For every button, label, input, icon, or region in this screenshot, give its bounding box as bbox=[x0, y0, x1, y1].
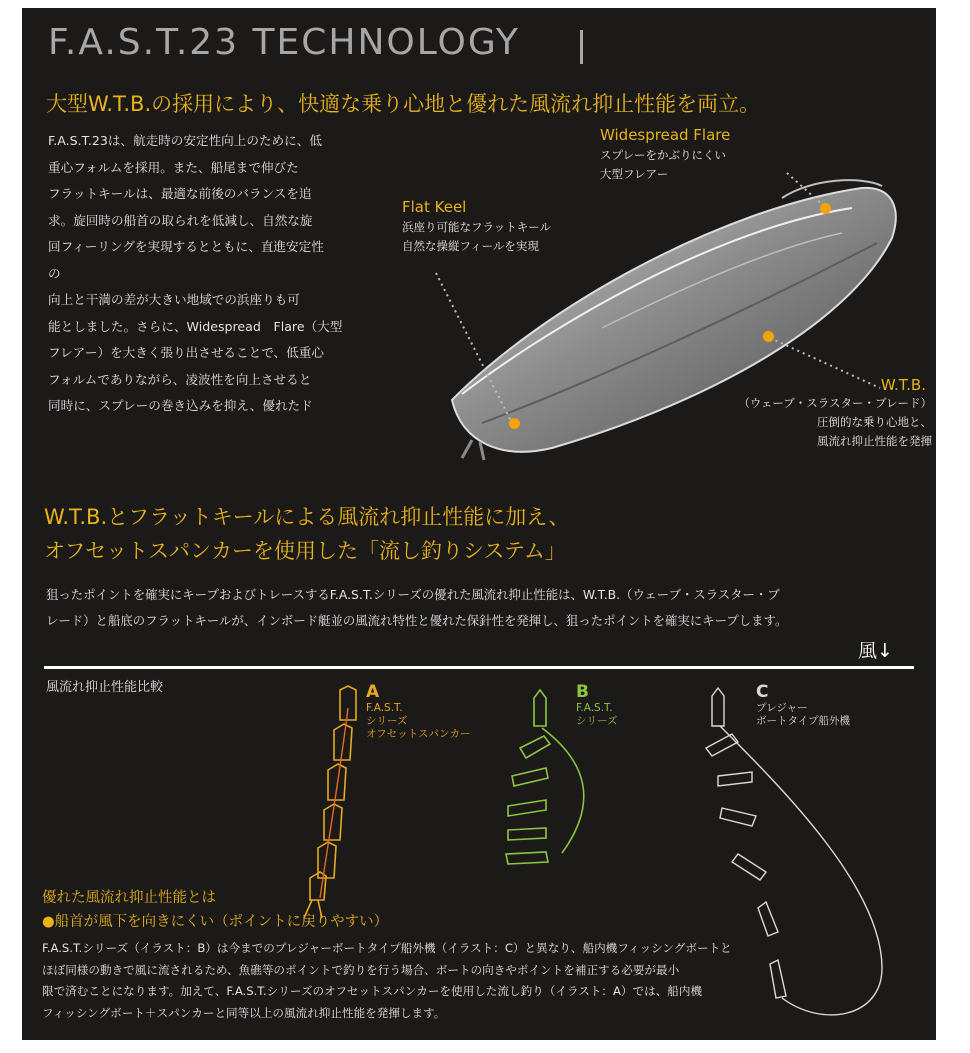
intro-line: 回フィーリングを実現するとともに、直進安定性 bbox=[48, 239, 324, 254]
bottom-heading-line: 優れた風流れ抑止性能とは bbox=[42, 890, 216, 906]
callout-flare bbox=[600, 126, 730, 184]
tech-panel bbox=[22, 8, 936, 1040]
bottom-paragraph-line: F.A.S.T.シリーズ（イラスト：B）は今までのプレジャーボートタイプ船外機（イラスト：C）と異なり、船内機フィッシングボートと bbox=[42, 941, 732, 955]
callout-wtb-line: 風流れ抑止性能を発揮 bbox=[817, 434, 932, 448]
intro-line: フレアー）を大きく張り出させることで、低重心 bbox=[48, 345, 324, 360]
bottom-paragraph bbox=[42, 938, 936, 1024]
intro-line: の bbox=[48, 265, 61, 281]
legend-b-line: シリーズ bbox=[576, 715, 618, 727]
intro-line: 同時に、スプレーの巻き込みを抑え、優れたド bbox=[48, 398, 313, 413]
bottom-paragraph-line: 限で済むことになります。加えて、F.A.S.T.シリーズのオフセットスパンカーを使用した流し釣り（イラスト：A）では、船内機 bbox=[42, 984, 703, 998]
intro-line: 能としました。さらに、Widespread Flare（大型 bbox=[48, 318, 343, 334]
callout-wtb-line: 圧倒的な乗り心地と、 bbox=[817, 415, 932, 429]
intro-line: 重心フォルムを採用。また、船尾まで伸びた bbox=[48, 159, 299, 175]
callout-wtb bbox=[712, 376, 932, 451]
legend-a-line: F.A.S.T. bbox=[366, 702, 403, 714]
callout-flare-line: スプレーをかぶりにくい bbox=[600, 148, 727, 162]
callout-wtb-title: W.T.B. bbox=[880, 376, 926, 394]
callout-keel-title: Flat Keel bbox=[402, 198, 467, 216]
wind-direction-label: 風↓ bbox=[858, 640, 893, 662]
legend-c-line: ボートタイプ船外機 bbox=[756, 715, 850, 727]
callout-wtb-line: （ウェーブ・スラスター・ブレード） bbox=[738, 396, 932, 410]
callout-keel-line: 浜座り可能なフラットキール bbox=[402, 220, 552, 234]
drift-path-a bbox=[304, 686, 356, 918]
page-title: F.A.S.T.23 TECHNOLOGY bbox=[48, 22, 520, 63]
callout-flare-title: Widespread Flare bbox=[600, 126, 731, 144]
legend-c-letter: C bbox=[756, 682, 769, 702]
headline-2 bbox=[44, 500, 570, 568]
bottom-paragraph-line: ほぼ同様の動きで風に流されるため、魚礁等のポイントで釣りを行う場合、ボートの向きやポイントを補正する必要が最小 bbox=[42, 962, 680, 977]
legend-b-letter: B bbox=[576, 682, 589, 702]
headline-2-line: オフセットスパンカーを使用した「流し釣りシステム」 bbox=[44, 539, 566, 563]
flare-marker-dot bbox=[820, 203, 831, 214]
legend-b-line: F.A.S.T. bbox=[576, 702, 613, 714]
legend-b bbox=[576, 682, 617, 728]
intro-line: 求。旋回時の船首の取られを低減し、自然な旋 bbox=[48, 212, 313, 228]
system-paragraph-line: 狙ったポイントを確実にキープおよびトレースするF.A.S.T.シリーズの優れた風流れ抑止性能は、W.T.B.（ウェーブ・スラスター・ブ bbox=[46, 587, 780, 602]
legend-a bbox=[366, 682, 470, 741]
bottom-heading bbox=[42, 886, 388, 934]
legend-c bbox=[756, 682, 850, 728]
wtb-marker-dot bbox=[763, 331, 774, 342]
drift-path-b bbox=[506, 690, 584, 864]
legend-c-line: プレジャー bbox=[756, 702, 808, 714]
bottom-heading-line: ●船首が風下を向きにくい（ポイントに戻りやすい） bbox=[42, 914, 389, 930]
bottom-paragraph-line: フィッシングボート＋スパンカーと同等以上の風流れ抑止性能を発揮します。 bbox=[42, 1005, 446, 1020]
system-paragraph-line: レード）と船底のフラットキールが、インボード艇並の風流れ特性と優れた保針性を発揮し、狙ったポイントを確実にキープします。 bbox=[46, 613, 788, 628]
headline-2-line: W.T.B.とフラットキールによる風流れ抑止性能に加え、 bbox=[44, 505, 570, 529]
legend-a-letter: A bbox=[366, 682, 380, 702]
intro-line: F.A.S.T.23は、航走時の安定性向上のために、低 bbox=[48, 133, 322, 148]
callout-flare-line: 大型フレアー bbox=[600, 167, 669, 181]
legend-a-line: シリーズ bbox=[366, 715, 408, 727]
keel-marker-dot bbox=[509, 418, 520, 429]
legend-a-line: オフセットスパンカー bbox=[366, 728, 471, 740]
comparison-title: 風流れ抑止性能比較 bbox=[46, 680, 164, 695]
callout-keel bbox=[402, 198, 551, 256]
callout-keel-line: 自然な操縦フィールを実現 bbox=[402, 239, 539, 253]
system-paragraph bbox=[46, 582, 936, 634]
headline: 大型W.T.B.の採用により、快適な乗り心地と優れた風流れ抑止性能を両立。 bbox=[46, 92, 761, 116]
intro-line: フォルムでありながら、凌波性を向上させると bbox=[48, 371, 312, 387]
intro-line: 向上と干満の差が大きい地域での浜座りも可 bbox=[48, 292, 300, 307]
intro-line: フラットキールは、最適な前後のバランスを追 bbox=[48, 186, 312, 201]
